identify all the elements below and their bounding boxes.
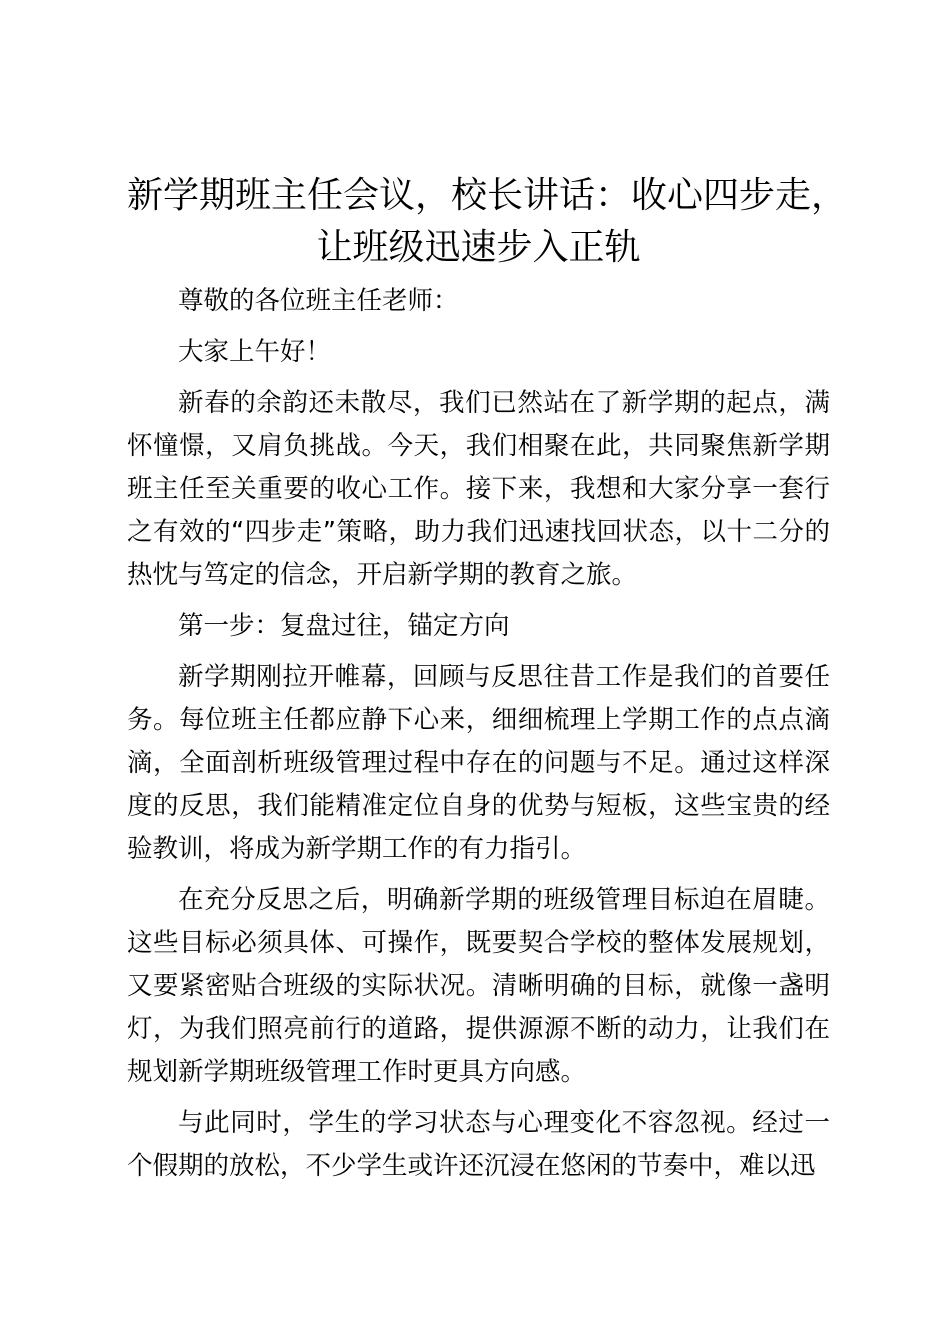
paragraph-reflection: 新学期刚拉开帷幕，回顾与反思往昔工作是我们的首要任务。每位班主任都应静下心来，细细梳理上学期工作的点点滴滴，全面剖析班级管理过程中存在的问题与不足。通过这样深度的反思，我们能精准定位自身的优势与短板，这些宝贵的经验教训，将成为新学期工作的有力指引。 bbox=[127, 662, 830, 864]
paragraph-intro: 新春的余韵还未散尽，我们已然站在了新学期的起点，满怀憧憬，又肩负挑战。今天，我们相聚在此，共同聚焦新学期班主任至关重要的收心工作。接下来，我想和大家分享一套行之有效的“四步走”策略，助力我们迅速找回状态，以十二分的热忱与笃定的信念，开启新学期的教育之旅。 bbox=[127, 388, 830, 590]
document-title bbox=[127, 170, 848, 274]
paragraph-student-state: 与此同时，学生的学习状态与心理变化不容忽视。经过一个假期的放松，不少学生或许还沉浸在悠闲的节奏中，难以迅 bbox=[127, 1108, 830, 1181]
title-line-1: 新学期班主任会议，校长讲话：收心四步走， bbox=[127, 175, 848, 216]
document-body bbox=[127, 280, 830, 1188]
greeting: 大家上午好！ bbox=[178, 337, 332, 367]
document-page bbox=[127, 170, 848, 1188]
title-line-2: 让班级迅速步入正轨 bbox=[316, 227, 641, 268]
salutation: 尊敬的各位班主任老师： bbox=[178, 286, 459, 316]
section-heading-step-1: 第一步：复盘过往，锚定方向 bbox=[178, 611, 510, 641]
paragraph-goals: 在充分反思之后，明确新学期的班级管理目标迫在眉睫。这些目标必须具体、可操作，既要契合学校的整体发展规划，又要紧密贴合班级的实际状况。清晰明确的目标，就像一盏明灯，为我们照亮前行的道路，提供源源不断的动力，让我们在规划新学期班级管理工作时更具方向感。 bbox=[127, 885, 830, 1087]
